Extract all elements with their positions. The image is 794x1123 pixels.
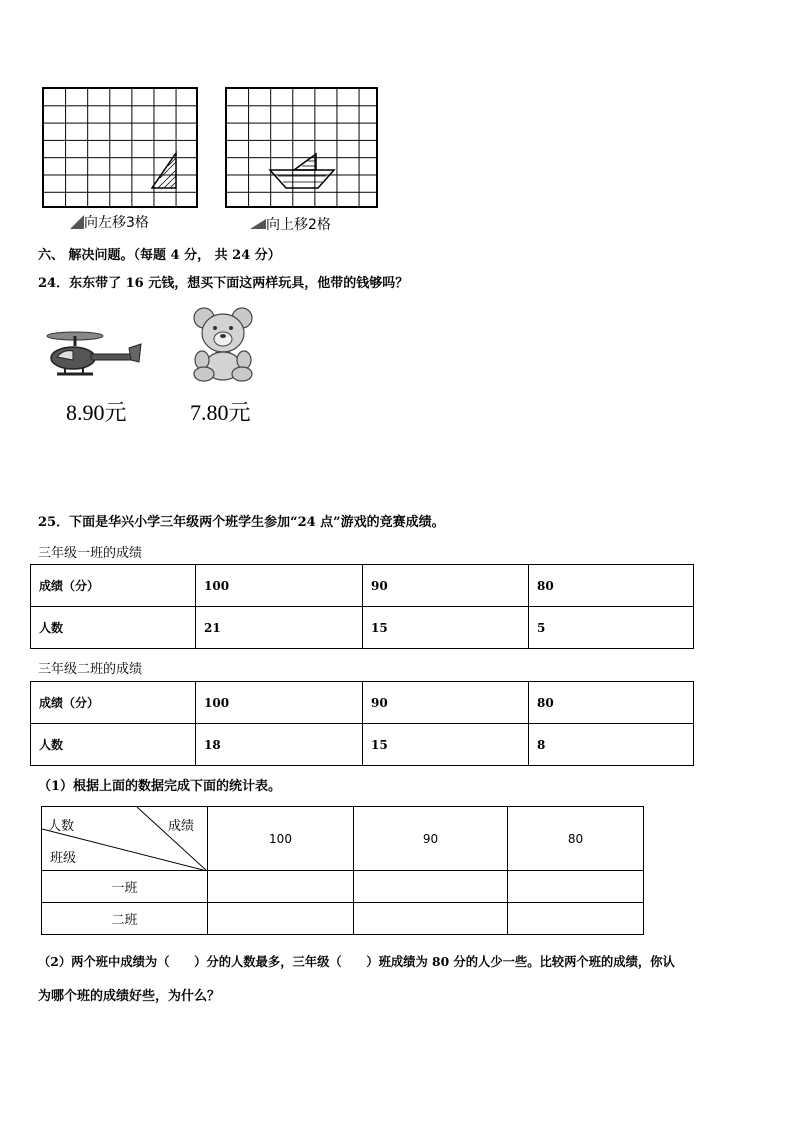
question-25-text: 25．下面是华兴小学三年级两个班学生参加“24 点”游戏的竞赛成绩。 — [38, 515, 445, 530]
table-row — [31, 682, 694, 724]
table-cell: 21 — [196, 607, 363, 649]
table-cell: 100 — [196, 565, 363, 607]
table-row — [31, 607, 694, 649]
header-score-label: 成绩 — [168, 819, 195, 834]
table-cell: 80 — [529, 565, 694, 607]
shaded-triangle-left — [150, 150, 180, 190]
blank-cell[interactable] — [508, 903, 644, 935]
table-cell: 15 — [363, 607, 529, 649]
diagonal-header-cell — [42, 807, 208, 871]
table-cell: 15 — [363, 724, 529, 766]
part2-line1: （2）两个班中成绩为（ ）分的人数最多，三年级（ ）班成绩为 80 分的人少一些。比较两个班的成绩，你认 — [38, 954, 675, 969]
col-header: 100 — [208, 807, 354, 871]
table-row — [42, 903, 644, 935]
table-cell: 成绩（分） — [31, 682, 196, 724]
teddy-bear-price: 7.80元 — [190, 400, 251, 425]
blank-cell[interactable] — [208, 903, 354, 935]
blank-cell[interactable] — [354, 903, 508, 935]
header-class-label: 班级 — [50, 851, 77, 866]
question-24-text: 24．东东带了 16 元钱，想买下面这两样玩具，他带的钱够吗？ — [38, 276, 409, 291]
table-cell: 人数 — [31, 607, 196, 649]
class1-score-table — [30, 564, 694, 649]
table-cell: 80 — [529, 682, 694, 724]
table-row — [31, 565, 694, 607]
grid-right-caption: 向上移2格 — [250, 214, 331, 234]
col-header: 90 — [354, 807, 508, 871]
class2-score-table — [30, 681, 694, 766]
table-cell: 人数 — [31, 724, 196, 766]
class2-title: 三年级二班的成绩 — [38, 662, 143, 677]
table-cell: 成绩（分） — [31, 565, 196, 607]
blank-cell[interactable] — [208, 871, 354, 903]
part1-text: （1）根据上面的数据完成下面的统计表。 — [38, 779, 282, 794]
section-heading: 六、 解决问题。（每题 4 分， 共 24 分） — [38, 248, 281, 263]
part2-line2: 为哪个班的成绩好些，为什么？ — [38, 989, 221, 1004]
statistics-table — [41, 806, 644, 935]
blank-cell[interactable] — [508, 871, 644, 903]
table-row — [42, 807, 644, 871]
shaded-boat-right — [268, 150, 338, 190]
teddy-bear-image — [190, 306, 256, 382]
table-cell: 100 — [196, 682, 363, 724]
blank-cell[interactable] — [354, 871, 508, 903]
class1-title: 三年级一班的成绩 — [38, 546, 143, 561]
header-count-label: 人数 — [48, 819, 75, 834]
table-cell: 18 — [196, 724, 363, 766]
row-header: 一班 — [42, 871, 208, 903]
helicopter-price: 8.90元 — [66, 400, 127, 425]
table-cell: 8 — [529, 724, 694, 766]
triangle-shape-icon — [70, 215, 84, 229]
grid-left-caption: 向左移3格 — [70, 212, 149, 232]
table-row — [31, 724, 694, 766]
table-cell: 90 — [363, 682, 529, 724]
boat-shape-icon — [250, 219, 266, 229]
table-row — [42, 871, 644, 903]
table-cell: 90 — [363, 565, 529, 607]
row-header: 二班 — [42, 903, 208, 935]
helicopter-image — [45, 330, 147, 382]
table-cell: 5 — [529, 607, 694, 649]
col-header: 80 — [508, 807, 644, 871]
